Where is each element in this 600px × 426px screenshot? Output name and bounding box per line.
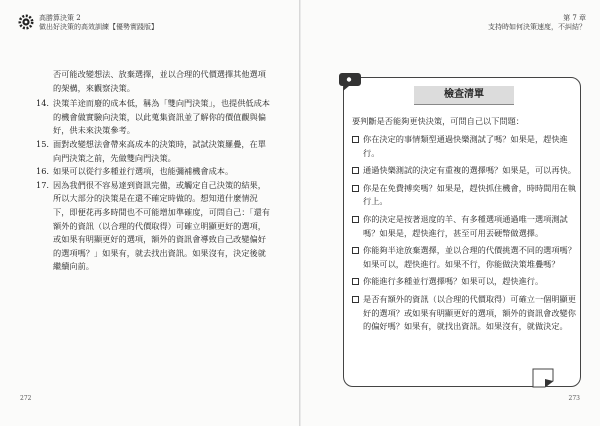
- right-page-header: [488, 14, 586, 32]
- item-text: 面對改變想法會帶來高成本的決策時，試試決策羅疊，在單向門決策之前，先做雙向門決策。: [53, 138, 266, 163]
- list-item: [36, 165, 272, 179]
- speech-bubble-icon: [336, 70, 362, 92]
- checklist-item: [352, 164, 576, 178]
- continuation-paragraph: 否可能改變想法、放棄選擇，並以合理的代價選擇其他選項的架構，來觀察決策。: [53, 69, 266, 93]
- checklist-item-text: 是否有額外的資訊（以合理的代價取得）可確立一個明顯更好的選項？或如果有明顯更好的選項，額外的資訊會改變你的偏好嗎？如果有，就找出資訊。如果沒有，就做決定。: [363, 293, 576, 332]
- checklist-item-text: 你能進行多種並行選擇嗎？如果可以，趕快進行。: [363, 276, 544, 287]
- checkbox-icon: [352, 278, 359, 285]
- checklist-item-text: 你是在免費搏奕嗎？如果是，趕快抓住機會，時時間用在執行上。: [363, 182, 576, 207]
- item-number: 17.: [36, 179, 50, 190]
- left-page-header: [18, 14, 158, 32]
- right-page-number: 273: [568, 395, 580, 402]
- item-text: 因為我們很不容易達到資訊完備，或觸定自己決策的結果，所以大部分的決策是在還不確定時做的。想知道什麼情況下，即便花再多時間也不可能增加準確度，可問自己：「還有額外的資訊（以合理的代價取得）可確立明顯更好的選項，或如果有明顯更好的選項，額外的資訊會導致自己改變偏好的選項嗎？」如果有，就去找出資訊。如果沒有，決定後就繼續向前。: [53, 179, 270, 272]
- checklist-item-text: 你的決定是按著退度的羊、有多種選項通過唯一選項測試嗎？如果是，趕快進行，甚至可用丟硬幣做選擇。: [363, 213, 568, 238]
- list-item: [36, 179, 272, 274]
- chapter-title: 支持時如何決策速度，不糾結？: [488, 23, 586, 31]
- checklist-item: [352, 182, 576, 209]
- left-body-text: [36, 68, 272, 274]
- checkbox-icon: [352, 136, 359, 143]
- folded-corner-icon: [531, 367, 555, 389]
- item-number: 14.: [36, 98, 50, 109]
- right-page: [301, 0, 600, 426]
- checklist-item-text: 通過快樂測試的決定有重複的選擇嗎？如果是，可以再快。: [363, 165, 576, 176]
- checklist-items: [352, 133, 576, 338]
- left-page-number: 272: [20, 395, 32, 402]
- checklist-item: [352, 213, 576, 240]
- checklist-item: [352, 293, 576, 334]
- gear-logo-icon: [18, 14, 34, 30]
- left-page: [0, 0, 299, 426]
- item-number: 15.: [36, 138, 50, 149]
- book-subtitle: 做出好決策的高效訓練【優勢實踐版】: [39, 23, 158, 31]
- checklist-item-text: 你在決定的事情類型通過快樂測試了嗎？如果是，趕快進行。: [363, 134, 568, 158]
- checkbox-icon: [352, 216, 359, 223]
- checkbox-icon: [352, 185, 359, 192]
- checklist-item-text: 你能夠半途放棄選擇，並以合理的代價挑選不同的選項嗎？如果可以，趕快進行。如果不行，你能做決策堆疊嗎？: [363, 245, 576, 269]
- item-text: 決策羊途而廢的成本低，稱為「雙向門決策」，也提供低成本的機會做實驗向決策，以此蒐集資訊並了解你的價值觀與偏好，供未來決策參考。: [53, 98, 270, 136]
- item-text: 如果可以從行多種並行選項，也能彌補機會成本。: [53, 166, 234, 177]
- checklist-panel: [343, 77, 581, 387]
- checklist-item: [352, 244, 576, 271]
- checkbox-icon: [352, 296, 359, 303]
- checklist-item: [352, 133, 576, 160]
- item-number: 16.: [36, 166, 50, 177]
- list-item: [36, 97, 272, 138]
- book-title: 高勝算決策 2: [39, 14, 81, 22]
- checklist-intro: 要判斷是否能夠更快決策，可問自己以下問題：: [352, 116, 524, 126]
- chapter-label: 第 7 章: [563, 14, 586, 22]
- checkbox-icon: [352, 247, 359, 254]
- checklist-item: [352, 275, 576, 289]
- checkbox-icon: [352, 167, 359, 174]
- list-item: [36, 138, 272, 165]
- checklist-title: 檢查清單: [414, 86, 514, 105]
